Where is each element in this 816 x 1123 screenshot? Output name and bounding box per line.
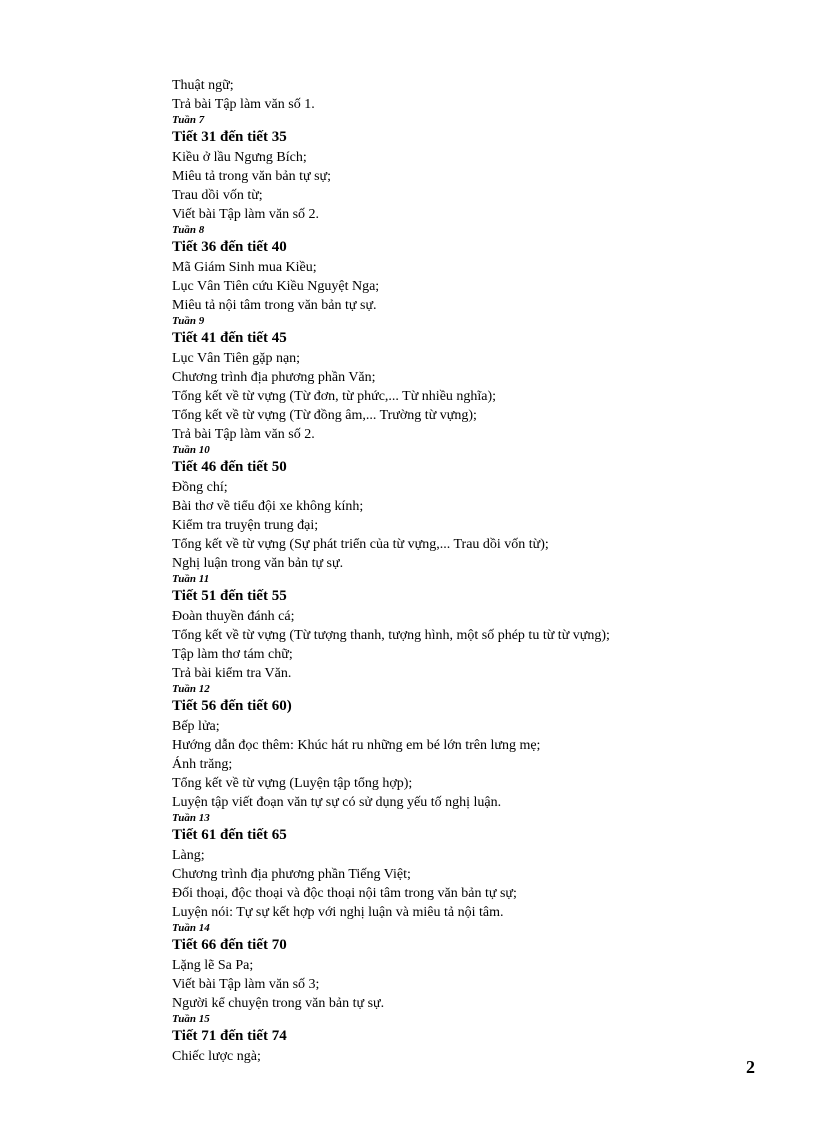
page-number: 2 (746, 1057, 755, 1077)
lesson-item: Bếp lửa; (172, 719, 220, 734)
week-label: Tuần 10 (172, 444, 210, 456)
lesson-item: Chương trình địa phương phần Văn; (172, 370, 376, 385)
week-label: Tuần 15 (172, 1013, 210, 1025)
lesson-item: Tổng kết về từ vựng (Sự phát triển của từ vựng,... Trau dồi vốn từ); (172, 537, 549, 552)
lesson-item: Tổng kết về từ vựng (Luyện tập tổng hợp); (172, 776, 413, 791)
lesson-item: Bài thơ về tiểu đội xe không kính; (172, 499, 364, 514)
lesson-item: Đối thoại, độc thoại và độc thoại nội tâm trong văn bản tự sự; (172, 886, 517, 901)
lesson-range-heading: Tiết 51 đến tiết 55 (172, 588, 287, 604)
lesson-range-heading: Tiết 46 đến tiết 50 (172, 459, 287, 475)
lesson-item: Kiều ở lầu Ngưng Bích; (172, 150, 307, 165)
intro-line: Trả bài Tập làm văn số 1. (172, 97, 315, 112)
lesson-range-heading: Tiết 41 đến tiết 45 (172, 330, 287, 346)
lesson-item: Viết bài Tập làm văn số 2. (172, 207, 320, 222)
week-label: Tuần 11 (172, 573, 210, 585)
week-label: Tuần 8 (172, 224, 205, 236)
lesson-range-heading: Tiết 66 đến tiết 70 (172, 937, 287, 953)
lesson-item: Chiếc lược ngà; (172, 1049, 261, 1064)
lesson-item: Mã Giám Sinh mua Kiều; (172, 260, 317, 275)
lesson-item: Người kể chuyện trong văn bản tự sự. (172, 996, 385, 1011)
lesson-item: Viết bài Tập làm văn số 3; (172, 977, 320, 992)
lesson-range-heading: Tiết 61 đến tiết 65 (172, 827, 287, 843)
week-label: Tuần 14 (172, 922, 210, 934)
lesson-range-heading: Tiết 31 đến tiết 35 (172, 129, 287, 145)
lesson-item: Luyện tập viết đoạn văn tự sự có sử dụng yếu tố nghị luận. (172, 795, 502, 810)
lesson-range-heading: Tiết 71 đến tiết 74 (172, 1028, 287, 1044)
lesson-item: Tổng kết về từ vựng (Từ tượng thanh, tượng hình, một số phép tu từ từ vựng); (172, 628, 610, 643)
lesson-item: Làng; (172, 848, 205, 863)
lesson-item: Lục Vân Tiên gặp nạn; (172, 351, 301, 366)
lesson-item: Kiểm tra truyện trung đại; (172, 518, 319, 533)
lesson-range-heading: Tiết 56 đến tiết 60) (172, 698, 292, 714)
lesson-item: Trả bài Tập làm văn số 2. (172, 427, 315, 442)
lesson-item: Trả bài kiểm tra Văn. (172, 666, 292, 681)
lesson-item: Trau dồi vốn từ; (172, 188, 263, 203)
lesson-item: Miêu tả trong văn bản tự sự; (172, 169, 332, 184)
week-label: Tuần 12 (172, 683, 210, 695)
lesson-item: Lục Vân Tiên cứu Kiều Nguyệt Nga; (172, 279, 380, 294)
lesson-item: Ánh trăng; (172, 757, 233, 772)
intro-line: Thuật ngữ; (172, 78, 234, 93)
week-label: Tuần 7 (172, 114, 205, 126)
lesson-item: Hướng dẫn đọc thêm: Khúc hát ru những em bé lớn trên lưng mẹ; (172, 738, 541, 753)
lesson-item: Tập làm thơ tám chữ; (172, 647, 293, 662)
lesson-item: Tổng kết về từ vựng (Từ đơn, từ phức,... Từ nhiều nghĩa); (172, 389, 497, 404)
lesson-item: Đồng chí; (172, 480, 228, 495)
lesson-item: Nghị luận trong văn bản tự sự. (172, 556, 344, 571)
document-body (172, 76, 772, 1066)
lesson-item: Miêu tả nội tâm trong văn bản tự sự. (172, 298, 377, 313)
week-label: Tuần 13 (172, 812, 210, 824)
lesson-item: Tổng kết về từ vựng (Từ đồng âm,... Trường từ vựng); (172, 408, 477, 423)
lesson-item: Chương trình địa phương phần Tiếng Việt; (172, 867, 411, 882)
lesson-range-heading: Tiết 36 đến tiết 40 (172, 239, 287, 255)
lesson-item: Đoàn thuyền đánh cá; (172, 609, 295, 624)
lesson-item: Lặng lẽ Sa Pa; (172, 958, 254, 973)
lesson-item: Luyện nói: Tự sự kết hợp với nghị luận và miêu tả nội tâm. (172, 905, 504, 920)
week-label: Tuần 9 (172, 315, 205, 327)
